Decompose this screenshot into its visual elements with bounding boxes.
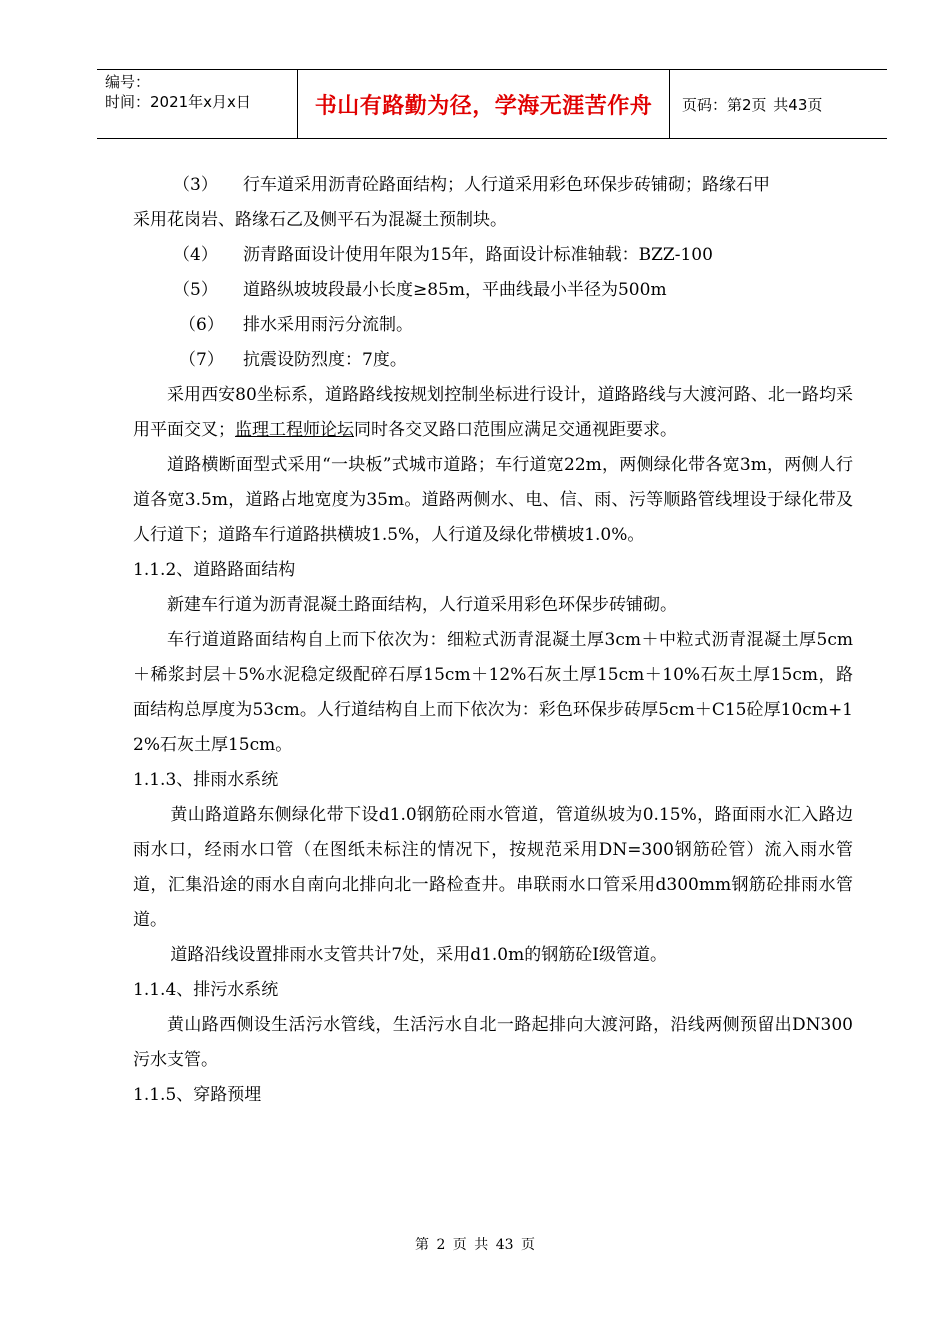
paragraph-cross-section: 道路横断面型式采用“一块板”式城市道路；车行道宽22m，两侧绿化带各宽3m，两侧人行道各宽3.5m，道路占地宽度为35m。道路两侧水、电、信、雨、污等顺路管线埋设于绿化带及人行道下；道路车行道路拱横坡1.5%，人行道及绿化带横坡1.0%。 bbox=[133, 455, 853, 545]
paragraph-coordinate-system bbox=[133, 378, 853, 448]
page-header bbox=[97, 69, 887, 139]
paragraph-sewage: 黄山路西侧设生活污水管线，生活污水自北一路起排向大渡河路，沿线两侧预留出DN300污水支管。 bbox=[133, 1015, 853, 1070]
paragraph-rain-branches: 道路沿线设置排雨水支管共计7处，采用d1.0m的钢筋砼Ⅰ级管道。 bbox=[170, 945, 667, 965]
header-motto: 书山有路勤为径，学海无涯苦作舟 bbox=[298, 70, 670, 138]
list-item-5 bbox=[133, 273, 853, 308]
list-text: 抗震设防烈度：7度。 bbox=[243, 350, 407, 370]
section-heading-1-1-2: 1.1.2、道路路面结构 bbox=[133, 560, 296, 580]
section-heading-1-1-3: 1.1.3、排雨水系统 bbox=[133, 770, 279, 790]
forum-link[interactable]: 监理工程师论坛 bbox=[235, 420, 354, 440]
list-item-6 bbox=[133, 308, 853, 343]
document-number-label: 编号： bbox=[105, 73, 151, 91]
list-text: 沥青路面设计使用年限为15年，路面设计标准轴载：BZZ-100 bbox=[243, 245, 713, 265]
paragraph-text: 采用西安80坐标系，道路路线按规划控制坐标进行设计，道路路线与大渡河路、北一路均采用平面交叉； bbox=[133, 385, 853, 440]
paragraph-rain-drainage: 黄山路道路东侧绿化带下设d1.0钢筋砼雨水管道，管道纵坡为0.15%，路面雨水汇入路边雨水口，经雨水口管（在图纸未标注的情况下，按规范采用DN=300钢筋砼管）流入雨水管道，汇集沿途的雨水自南向北排向北一路检查井。串联雨水口管采用d300mm钢筋砼排雨水管道。 bbox=[133, 805, 853, 930]
list-number: （3） bbox=[173, 175, 218, 195]
list-item-4 bbox=[133, 238, 853, 273]
section-heading-1-1-5: 1.1.5、穿路预埋 bbox=[133, 1085, 262, 1105]
document-body bbox=[133, 168, 853, 1113]
list-item-7 bbox=[133, 343, 853, 378]
list-number: （5） bbox=[173, 280, 218, 300]
document-time-label: 时间：2021年x月x日 bbox=[105, 93, 251, 111]
paragraph-pavement-structure: 车行道道路面结构自上而下依次为：细粒式沥青混凝土厚3cm＋中粒式沥青混凝土厚5cm ＋稀浆封层＋5%水泥稳定级配碎石厚15cm＋12%石灰土厚15cm＋10%石灰土厚15cm，路面结构总厚度为53cm。人行道结构自上而下依次为：彩色环保步砖厚5cm＋C15砼厚10cm+12%石灰土厚15cm。 bbox=[133, 630, 853, 755]
header-page-label: 页码：第2页 共43页 bbox=[682, 95, 823, 114]
list-number: （6） bbox=[179, 315, 224, 335]
list-text: 行车道采用沥青砼路面结构；人行道采用彩色环保步砖铺砌；路缘石甲 bbox=[243, 175, 770, 195]
list-number: （4） bbox=[173, 245, 218, 265]
page-footer-number: 第 2 页 共 43 页 bbox=[415, 1237, 535, 1253]
list-number: （7） bbox=[179, 350, 224, 370]
list-text: 排水采用雨污分流制。 bbox=[243, 315, 413, 335]
header-meta bbox=[97, 70, 298, 138]
list-item-3 bbox=[133, 168, 853, 203]
section-heading-1-1-4: 1.1.4、排污水系统 bbox=[133, 980, 279, 1000]
list-text: 道路纵坡坡段最小长度≥85m，平曲线最小半径为500m bbox=[243, 280, 667, 300]
paragraph-text: 同时各交叉路口范围应满足交通视距要求。 bbox=[354, 420, 677, 440]
paragraph-pavement-intro: 新建车行道为沥青混凝土路面结构，人行道采用彩色环保步砖铺砌。 bbox=[167, 595, 677, 615]
list-text-continuation: 采用花岗岩、路缘石乙及侧平石为混凝土预制块。 bbox=[133, 210, 507, 230]
